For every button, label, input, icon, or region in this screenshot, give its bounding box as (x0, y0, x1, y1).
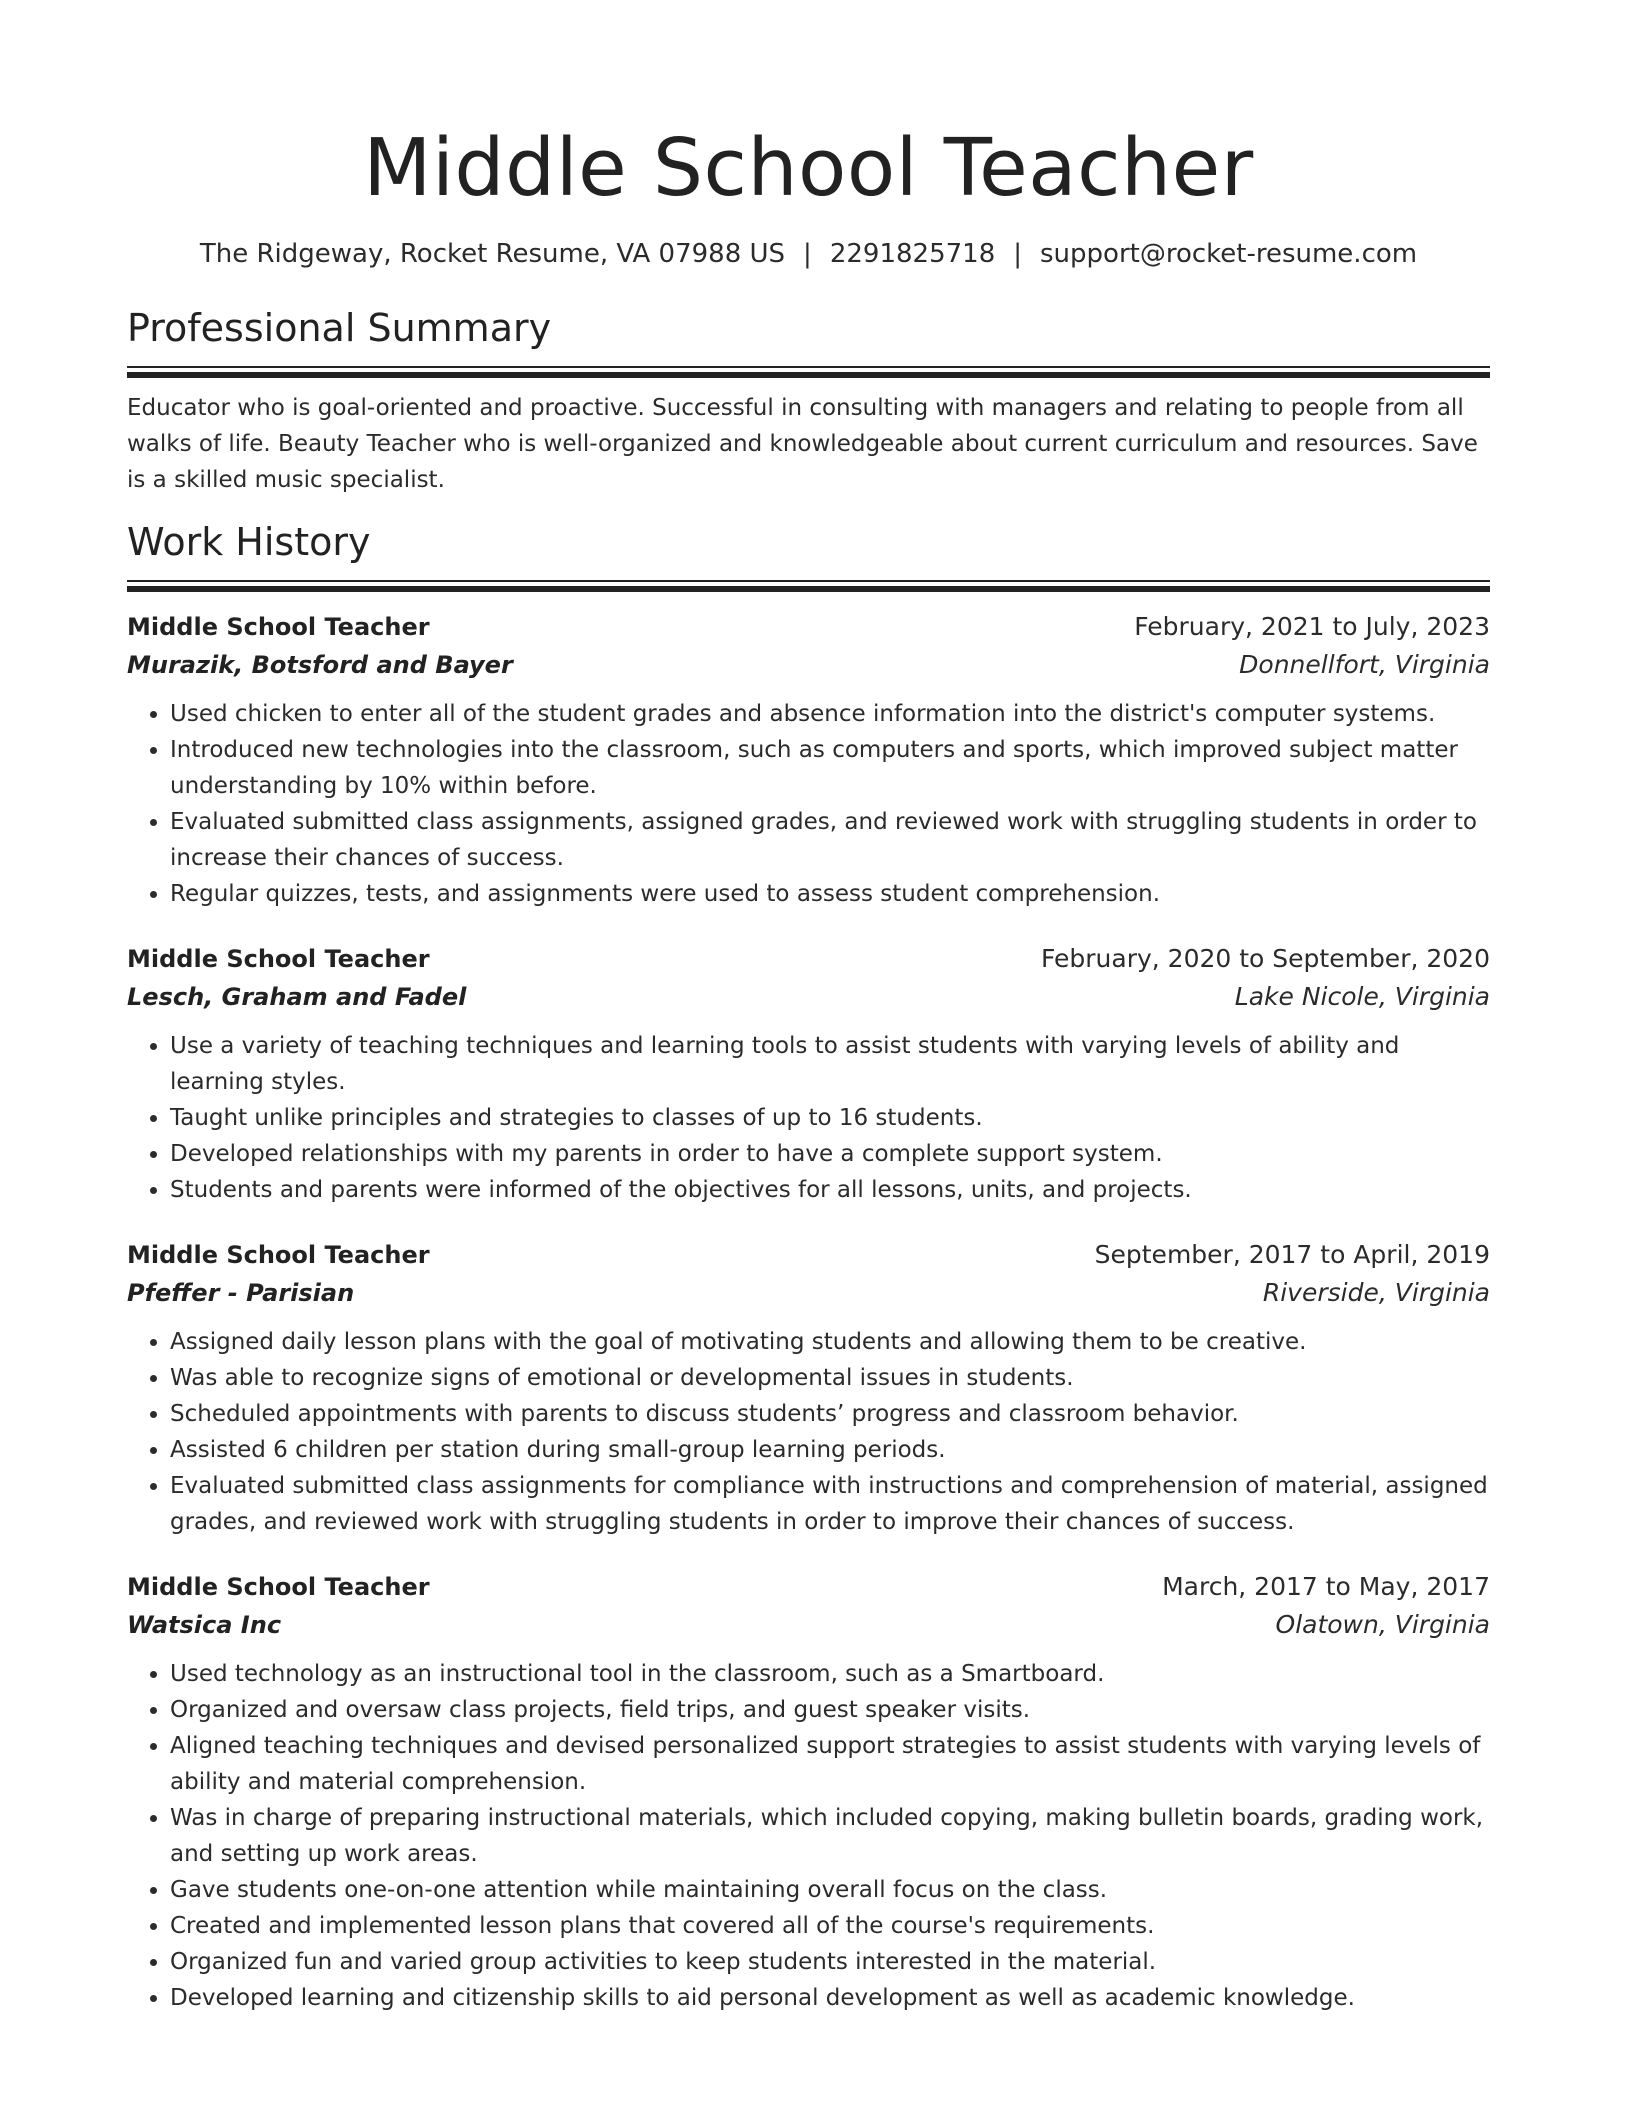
job-dates: March, 2017 to May, 2017 (1162, 1572, 1490, 1601)
contact-line (127, 236, 1490, 272)
section-divider (127, 366, 1490, 378)
job-location: Lake Nicole, Virginia (1234, 982, 1490, 1011)
job-company: Pfeffer - Parisian (127, 1279, 355, 1307)
job-bullet: • Regular quizzes, tests, and assignments were used to assess student comprehension. (170, 876, 1490, 912)
job-dates: February, 2021 to July, 2023 (1134, 612, 1490, 641)
job-entry (127, 1236, 1490, 1540)
job-bullet: • Taught unlike principles and strategies to classes of up to 16 students. (170, 1100, 1490, 1136)
job-title: Middle School Teacher (127, 1573, 430, 1601)
job-bullet: • Used chicken to enter all of the student grades and absence information into the district's computer systems. (170, 696, 1490, 732)
job-bullet-list (127, 1028, 1490, 1208)
job-bullet: • Evaluated submitted class assignments for compliance with instructions and comprehension of material, assigned grades, and reviewed work with struggling students in order to improve their chances of success. (170, 1468, 1490, 1540)
job-dates: February, 2020 to September, 2020 (1041, 944, 1490, 973)
job-bullet: • Organized fun and varied group activities to keep students interested in the material. (170, 1944, 1490, 1980)
resume-title: Middle School Teacher (363, 122, 1254, 214)
job-entry (127, 608, 1490, 912)
job-bullet: • Assisted 6 children per station during small-group learning periods. (170, 1432, 1490, 1468)
job-list (127, 608, 1490, 2016)
job-bullet: • Use a variety of teaching techniques and learning tools to assist students with varying levels of ability and learning styles. (170, 1028, 1490, 1100)
job-bullet: • Gave students one-on-one attention while maintaining overall focus on the class. (170, 1872, 1490, 1908)
contact-address: The Ridgeway, Rocket Resume, VA 07988 US (199, 239, 786, 269)
job-bullet: • Assigned daily lesson plans with the goal of motivating students and allowing them to be creative. (170, 1324, 1490, 1360)
job-bullet: • Developed learning and citizenship skills to aid personal development as well as academic knowledge. (170, 1980, 1490, 2016)
job-bullet: • Scheduled appointments with parents to discuss students’ progress and classroom behavior. (170, 1396, 1490, 1432)
professional-summary-section (127, 304, 1490, 498)
job-bullet: • Was able to recognize signs of emotional or developmental issues in students. (170, 1360, 1490, 1396)
job-location: Olatown, Virginia (1275, 1610, 1490, 1639)
job-company: Murazik, Botsford and Bayer (127, 651, 513, 679)
job-entry (127, 940, 1490, 1208)
job-entry (127, 1568, 1490, 2016)
job-title: Middle School Teacher (127, 945, 430, 973)
job-bullet-list (127, 1324, 1490, 1540)
job-company-row (127, 1606, 1490, 1644)
job-bullet: • Created and implemented lesson plans that covered all of the course's requirements. (170, 1908, 1490, 1944)
summary-text: Educator who is goal-oriented and proactive. Successful in consulting with managers and relating to people from all walks of life. Beauty Teacher who is well-organized and knowledgeable about current curriculum and resources. Save is a skilled music specialist. (127, 395, 1478, 493)
job-bullet: • Was in charge of preparing instructional materials, which included copying, making bulletin boards, grading work, and setting up work areas. (170, 1800, 1490, 1872)
job-company-row (127, 978, 1490, 1016)
job-bullet: • Used technology as an instructional tool in the classroom, such as a Smartboard. (170, 1656, 1490, 1692)
job-header-row (127, 608, 1490, 646)
job-bullet: • Organized and oversaw class projects, field trips, and guest speaker visits. (170, 1692, 1490, 1728)
contact-email: support@rocket-resume.com (1040, 239, 1418, 269)
job-bullet: • Students and parents were informed of the objectives for all lessons, units, and projects. (170, 1172, 1490, 1208)
job-company-row (127, 646, 1490, 684)
job-dates: September, 2017 to April, 2019 (1094, 1240, 1490, 1269)
section-heading-summary: Professional Summary (127, 306, 552, 350)
job-header-row (127, 1236, 1490, 1274)
job-bullet: • Introduced new technologies into the classroom, such as computers and sports, which improved subject matter understanding by 10% within before. (170, 732, 1490, 804)
contact-phone: 2291825718 (829, 239, 996, 269)
job-header-row (127, 1568, 1490, 1606)
resume-page (127, 0, 1490, 2016)
job-location: Donnellfort, Virginia (1239, 650, 1490, 679)
job-bullet-list (127, 696, 1490, 912)
job-header-row (127, 940, 1490, 978)
section-heading-work-history: Work History (127, 520, 371, 564)
section-divider (127, 580, 1490, 592)
job-company: Lesch, Graham and Fadel (127, 983, 467, 1011)
job-location: Riverside, Virginia (1262, 1278, 1490, 1307)
job-company: Watsica Inc (127, 1611, 282, 1639)
work-history-section (127, 518, 1490, 2016)
job-bullet: • Developed relationships with my parents in order to have a complete support system. (170, 1136, 1490, 1172)
contact-separator: | (1013, 239, 1022, 269)
job-bullet: • Evaluated submitted class assignments, assigned grades, and reviewed work with struggling students in order to increase their chances of success. (170, 804, 1490, 876)
job-bullet-list (127, 1656, 1490, 2016)
job-company-row (127, 1274, 1490, 1312)
job-title: Middle School Teacher (127, 613, 430, 641)
job-bullet: • Aligned teaching techniques and devised personalized support strategies to assist students with varying levels of ability and material comprehension. (170, 1728, 1490, 1800)
job-title: Middle School Teacher (127, 1241, 430, 1269)
contact-separator: | (803, 239, 812, 269)
